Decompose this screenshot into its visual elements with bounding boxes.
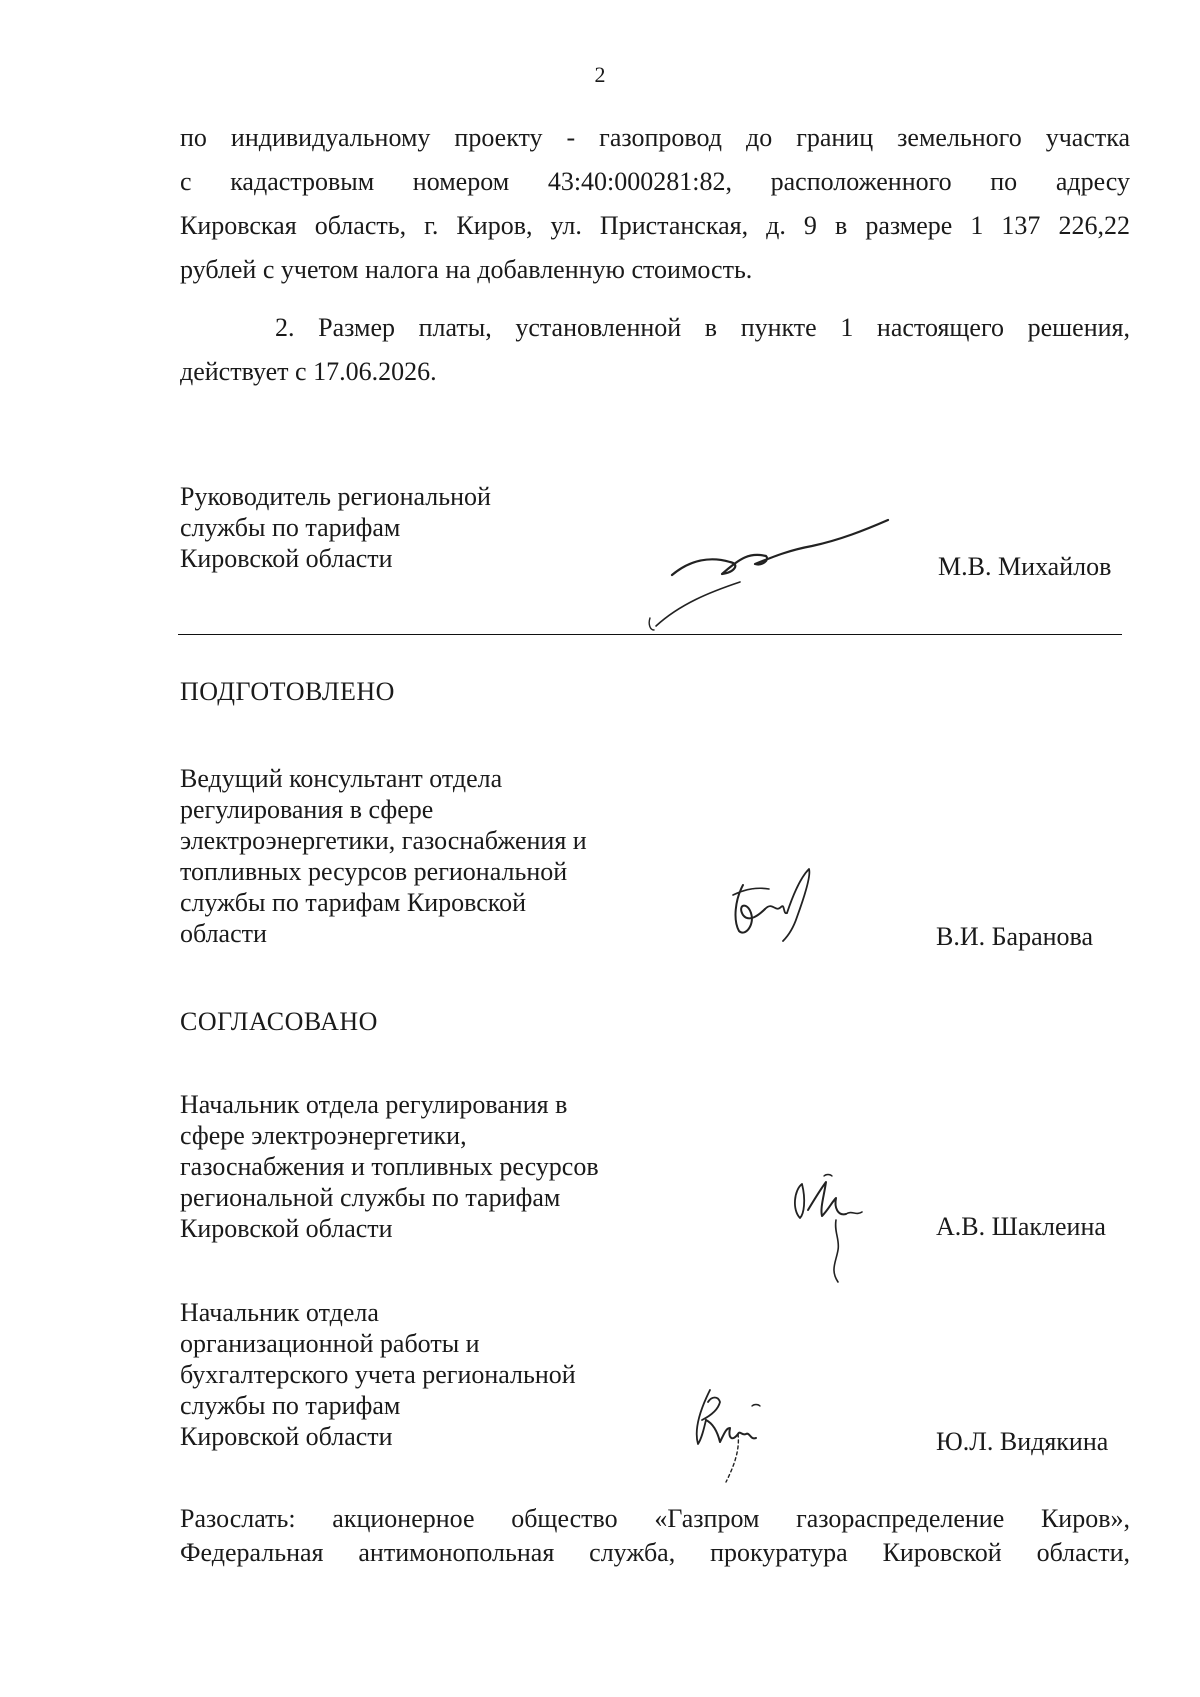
agreed-signatory-2-title <box>180 1297 576 1452</box>
paragraph-1 <box>180 116 1130 292</box>
agreed-signature-1 <box>790 1170 890 1290</box>
paragraph-2-line: 2. Размер платы, установленной в пункте 1 настоящего решения, <box>275 313 1130 342</box>
prepared-signatory-title <box>180 763 587 949</box>
paragraph-2 <box>180 306 1130 394</box>
title-line: службы по тарифам <box>180 1391 401 1420</box>
distribution-line: Разослать: акционерное общество «Газпром газораспределение Киров», <box>180 1504 1130 1533</box>
divider <box>178 634 1122 635</box>
title-line: области <box>180 919 267 948</box>
distribution-list <box>180 1502 1130 1570</box>
title-line: регулирования в сфере <box>180 795 434 824</box>
title-line: Начальник отдела <box>180 1298 379 1327</box>
title-line: сфере электроэнергетики, <box>180 1121 467 1150</box>
page-number: 2 <box>594 62 606 87</box>
agreed-signature-2 <box>680 1380 790 1490</box>
title-line: Ведущий консультант отдела <box>180 764 503 793</box>
title-line: Кировской области <box>180 544 393 573</box>
title-line: Кировской области <box>180 1422 393 1451</box>
title-line: бухгалтерского учета региональной <box>180 1360 576 1389</box>
distribution-line: Федеральная антимонопольная служба, прокуратура Кировской области, <box>180 1538 1130 1567</box>
agreed-signatory-1-title <box>180 1089 599 1244</box>
agreed-signatory-1-name: А.В. Шаклеина <box>936 1212 1106 1241</box>
title-line: Руководитель региональной <box>180 482 491 511</box>
title-line: региональной службы по тарифам <box>180 1183 561 1212</box>
paragraph-1-line: по индивидуальному проекту - газопровод до границ земельного участка <box>180 123 1130 152</box>
paragraph-2-line: действует с 17.06.2026. <box>180 357 437 386</box>
head-signature <box>590 500 890 640</box>
head-signatory-title <box>180 481 491 574</box>
paragraph-1-line: Кировская область, г. Киров, ул. Пристанская, д. 9 в размере 1 137 226,22 <box>180 211 1130 240</box>
title-line: электроэнергетики, газоснабжения и <box>180 826 587 855</box>
prepared-heading: ПОДГОТОВЛЕНО <box>180 677 395 706</box>
title-line: газоснабжения и топливных ресурсов <box>180 1152 599 1181</box>
title-line: Начальник отдела регулирования в <box>180 1090 568 1119</box>
head-signatory-name: М.В. Михайлов <box>938 552 1112 581</box>
title-line: топливных ресурсов региональной <box>180 857 568 886</box>
title-line: службы по тарифам <box>180 513 401 542</box>
agreed-signatory-2-name: Ю.Л. Видякина <box>936 1427 1109 1456</box>
paragraph-1-line: с кадастровым номером 43:40:000281:82, расположенного по адресу <box>180 167 1130 196</box>
agreed-heading: СОГЛАСОВАНО <box>180 1007 378 1036</box>
paragraph-1-line: рублей с учетом налога на добавленную стоимость. <box>180 255 753 284</box>
title-line: службы по тарифам Кировской <box>180 888 527 917</box>
title-line: организационной работы и <box>180 1329 480 1358</box>
prepared-signatory-name: В.И. Баранова <box>936 922 1094 951</box>
title-line: Кировской области <box>180 1214 393 1243</box>
prepared-signature <box>725 865 835 945</box>
